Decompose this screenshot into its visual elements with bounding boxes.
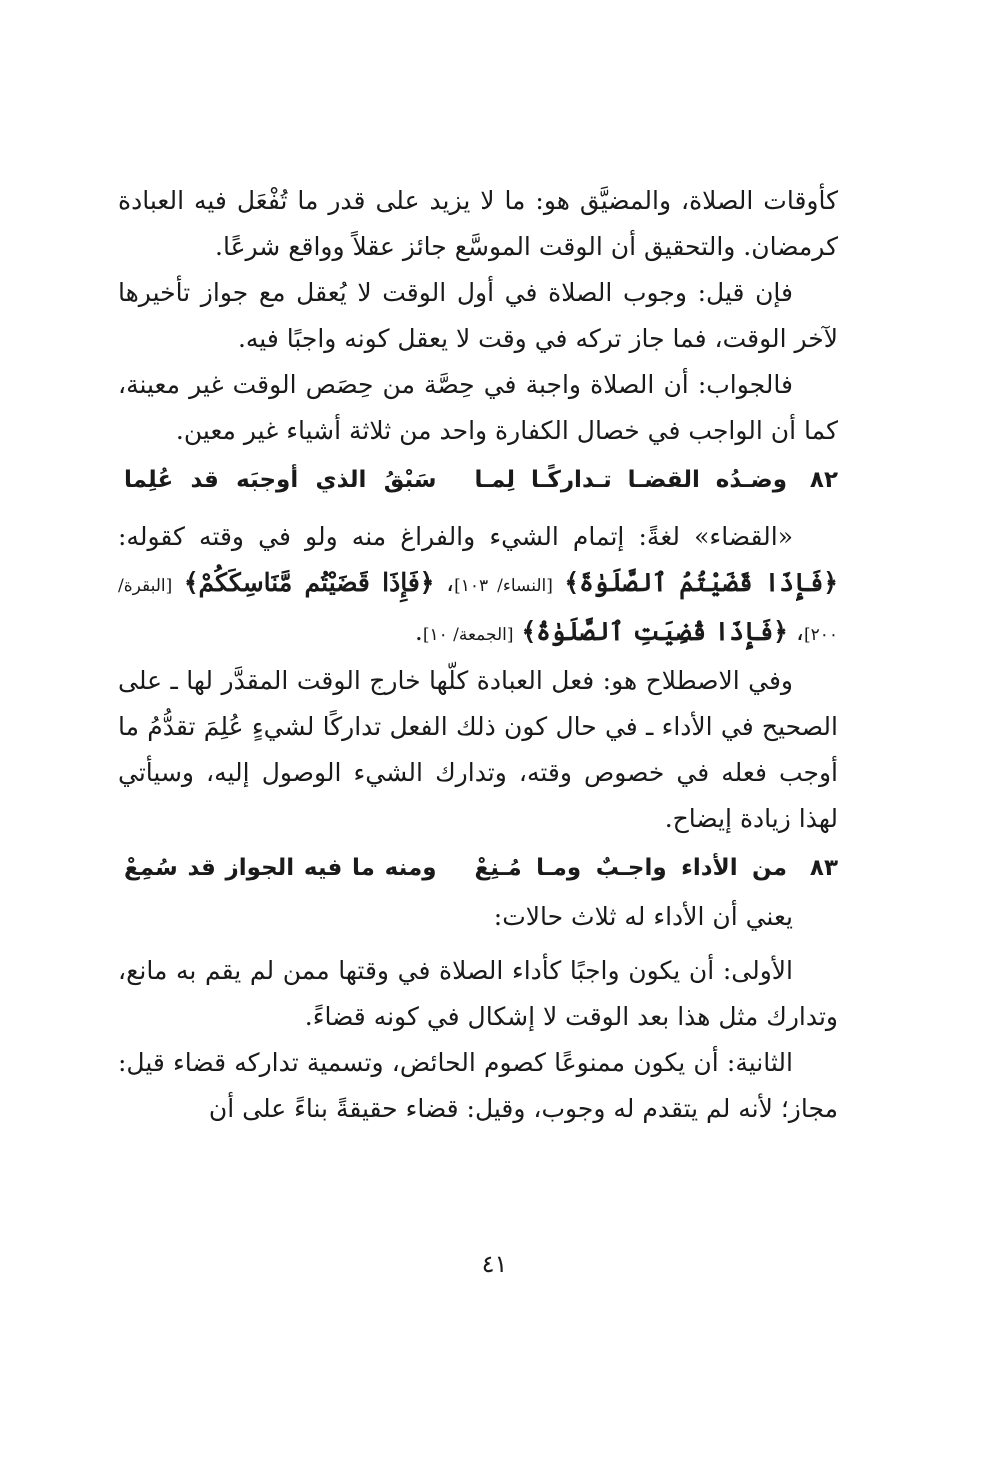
quran-reference: [الجمعة/ ١٠] [422, 625, 514, 645]
quran-quote: ﴿فَإِذَا قَضَيْتُم مَّنَاسِكَكُمْ﴾ [183, 568, 435, 597]
paragraph-answer: فالجواب: أن الصلاة واجبة في حِصَّة من حِصَص الوقت غير معينة، كما أن الواجب في خصال الكفارة واحد من ثلاثة أشياء غير معين. [118, 370, 838, 445]
page-body [118, 178, 838, 1132]
verse-number: ٨٣ [809, 855, 838, 881]
sentence-end: . [414, 617, 423, 646]
quran-quote: ﴿فَإِذَا قَضَيْتُمُ ٱلصَّلَوٰةَ﴾ [564, 568, 839, 597]
paragraph-qada-technical: وفي الاصطلاح هو: فعل العبادة كلّها خارج الوقت المقدَّر لها ـ على الصحيح في الأداء ـ في حال كون ذلك الفعل تداركًا لشيءٍ عُلِمَ تقدُّمُ ما أوجب فعله في خصوص وقته، وتدارك الشيء الوصول إليه، وسيأتي لهذا زيادة إيضاح. [118, 666, 838, 833]
verse-83 [118, 842, 838, 894]
page-number: ٤١ [481, 1250, 508, 1278]
separator: ، [795, 617, 804, 646]
verse-first-hemistich: من الأداء واجـبٌ ومـا مُـنِعْ [474, 855, 787, 881]
quran-reference: [البقرة/ ٢٠٠] [118, 576, 838, 645]
verse-second-hemistich: ومنه ما فيه الجواز قد سُمِعْ [124, 855, 437, 881]
verse-number: ٨٢ [809, 467, 838, 493]
paragraph-three-states: يعني أن الأداء له ثلاث حالات: [493, 902, 793, 931]
qada-definition-text: «القضاء» لغةً: إتمام الشيء والفراغ منه ولو في وقته كقوله: [118, 522, 793, 551]
separator: ، [446, 568, 455, 597]
verse-82 [118, 454, 838, 506]
paragraph-objection: فإن قيل: وجوب الصلاة في أول الوقت لا يُعقل مع جواز تأخيرها لآخر الوقت، فما جاز تركه في وقت لا يعقل كونه واجبًا فيه. [118, 278, 838, 353]
paragraph-qada-linguistic [118, 514, 838, 658]
paragraph-second-state: الثانية: أن يكون ممنوعًا كصوم الحائض، وتسمية تداركه قضاء قيل: مجاز؛ لأنه لم يتقدم له وجوب، وقيل: قضاء حقيقةً بناءً على أن [118, 1048, 838, 1123]
paragraph-continuation: كأوقات الصلاة، والمضيَّق هو: ما لا يزيد على قدر ما تُفْعَل فيه العبادة كرمضان. والتحقيق أن الوقت الموسَّع جائز عقلاً وواقع شرعًا. [118, 186, 838, 261]
verse-second-hemistich: سَبْقُ الذي أوجبَه قد عُلِما [124, 467, 437, 493]
quran-reference: [النساء/ ١٠٣] [454, 576, 553, 596]
verse-first-hemistich: وضـدُه القضـا تـداركًـا لِمـا [474, 467, 787, 493]
paragraph-first-state: الأولى: أن يكون واجبًا كأداء الصلاة في وقتها ممن لم يقم به مانع، وتدارك مثل هذا بعد الوقت لا إشكال في كونه قضاءً. [118, 956, 838, 1031]
quran-quote: ﴿فَإِذَا قُضِيَتِ ٱلصَّلَوٰةُ﴾ [521, 617, 788, 646]
